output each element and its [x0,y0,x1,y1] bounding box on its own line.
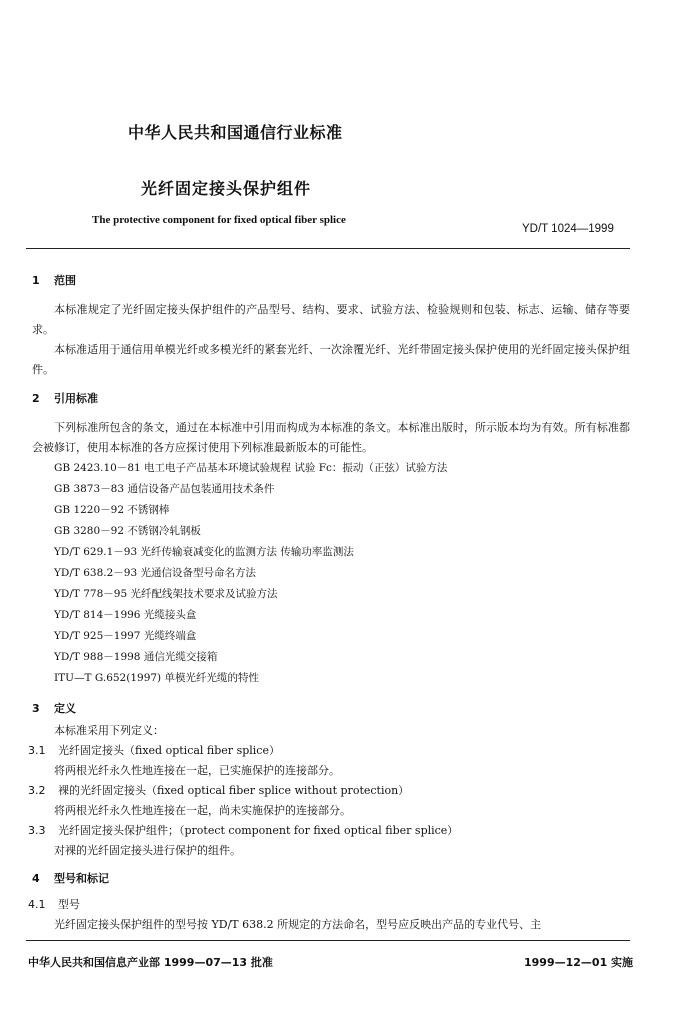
reference-item: YD/T 638.2－93 光通信设备型号命名方法 [54,567,256,579]
subsection-4-1-text: 光纤固定接头保护组件的型号按 YD/T 638.2 所规定的方法命名，型号应反映出产品的专业代号、主 [54,918,542,931]
definition-text: 将两根光纤永久性地连接在一起，尚未实施保护的连接部分。 [54,804,351,817]
section-1-heading [32,272,76,288]
definition-text: 对裸的光纤固定接头进行保护的组件。 [54,844,241,857]
reference-item: YD/T 778－95 光纤配线架技术要求及试验方法 [54,588,278,600]
section-2-intro: 下列标准所包含的条文，通过在本标准中引用而构成为本标准的条文。本标准出版时，所示版本均为有效。所有标准都会被修订，使用本标准的各方应探讨使用下列标准最新版本的可能性。 [32,421,630,454]
section-4-heading [32,870,109,886]
term-text: 光纤固定接头保护组件；（protect component for fixed optical fiber splice） [58,824,459,837]
approval-line: 中华人民共和国信息产业部 1999—07—13 批准 [28,956,273,969]
section-3-heading [32,700,76,716]
section-number: 4 [32,872,40,885]
reference-item: GB 3280－92 不锈钢冷轧钢板 [54,525,201,537]
subsection-4-1-heading [28,896,80,912]
reference-item: ITU—T G.652(1997) 单模光纤光缆的特性 [54,672,259,684]
term-text: 光纤固定接头（fixed optical fiber splice） [58,744,280,757]
footer-divider [26,940,630,941]
definition-term [28,742,280,758]
header-divider [26,248,630,249]
term-text: 裸的光纤固定接头（fixed optical fiber splice without protection） [58,784,410,797]
reference-item: YD/T 814－1996 光缆接头盒 [54,609,197,621]
section-title: 引用标准 [54,392,98,405]
standard-code: YD/T 1024—1999 [522,223,614,235]
reference-item: YD/T 629.1－93 光纤传输衰减变化的监测方法 传输功率监测法 [54,546,354,558]
definition-term [28,822,458,838]
clause-number: 3.2 [28,784,46,797]
clause-number: 4.1 [28,898,46,911]
reference-item: GB 2423.10－81 电工电子产品基本环境试验规程 试验 Fc：振动（正弦）试验方法 [54,462,448,474]
implementation-date: 1999—12—01 实施 [524,956,634,969]
subsection-title: 型号 [58,898,80,911]
reference-item: YD/T 925－1997 光缆终端盒 [54,630,197,642]
section-title: 型号和标记 [54,872,109,885]
section-number: 3 [32,702,40,715]
clause-number: 3.1 [28,744,46,757]
definition-term [28,782,409,798]
reference-item: GB 1220－92 不锈钢棒 [54,504,170,516]
section-number: 1 [32,274,40,287]
reference-item: YD/T 988－1998 通信光缆交接箱 [54,651,218,663]
issuing-organization: 中华人民共和国通信行业标准 [128,123,343,142]
section-2-heading [32,390,98,406]
document-title-en: The protective component for fixed optical fiber splice [92,214,346,226]
section-number: 2 [32,392,40,405]
section-3-intro: 本标准采用下列定义： [54,724,164,737]
section-title: 定义 [54,702,76,715]
section-1-paragraph: 本标准适用于通信用单模光纤或多模光纤的紧套光纤、一次涂覆光纤、光纤带固定接头保护使用的光纤固定接头保护组件。 [32,343,630,376]
section-1-paragraph: 本标准规定了光纤固定接头保护组件的产品型号、结构、要求、试验方法、检验规则和包装、标志、运输、储存等要求。 [32,303,630,336]
definition-text: 将两根光纤永久性地连接在一起，已实施保护的连接部分。 [54,764,340,777]
section-title: 范围 [54,274,76,287]
reference-item: GB 3873－83 通信设备产品包装通用技术条件 [54,483,275,495]
document-title-cn: 光纤固定接头保护组件 [141,179,312,198]
clause-number: 3.3 [28,824,46,837]
